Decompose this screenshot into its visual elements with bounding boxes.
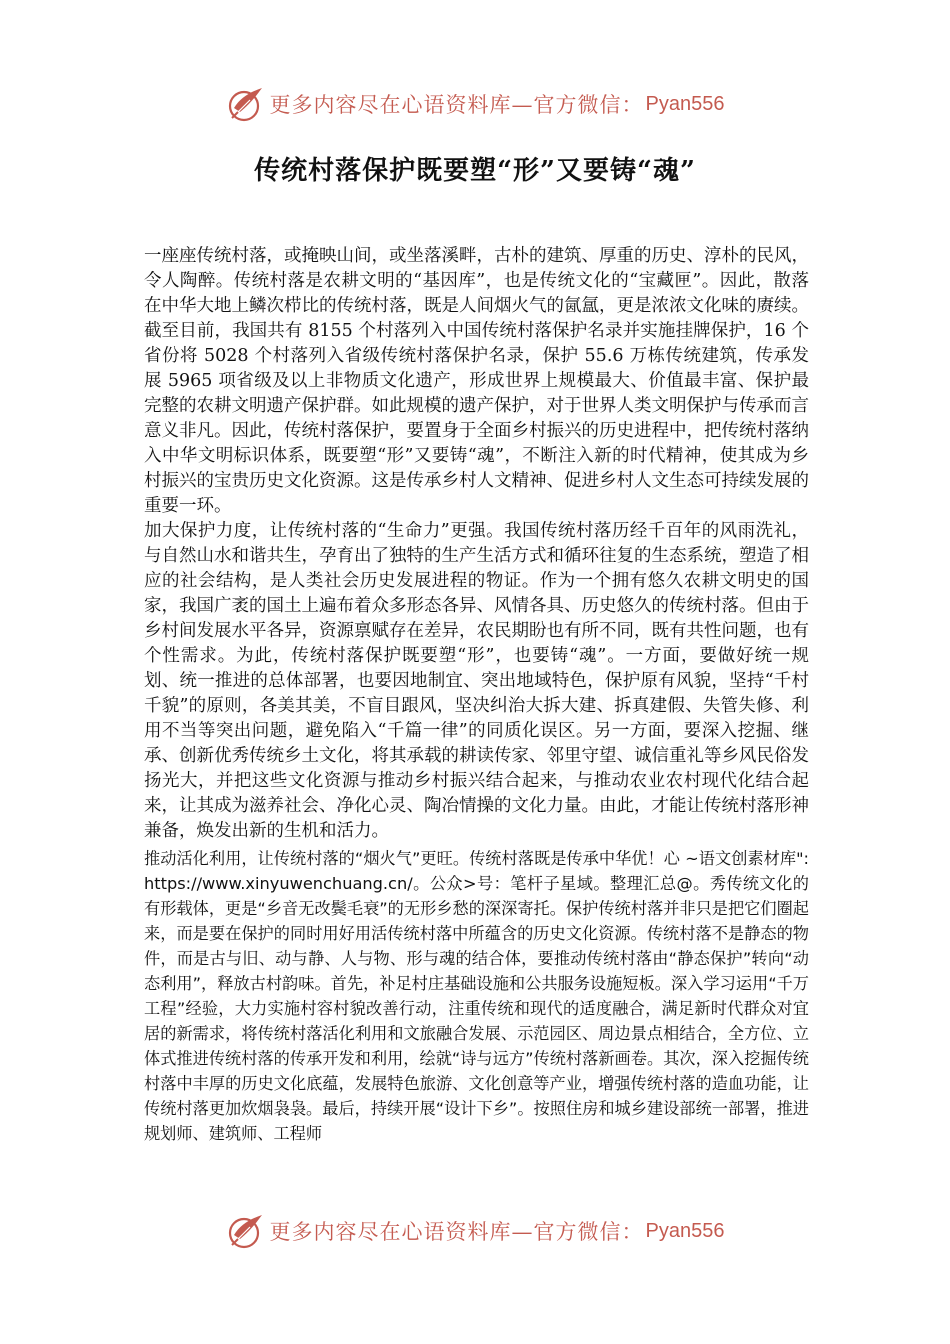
banner-text: 更多内容尽在心语资料库—官方微信：: [269, 1220, 644, 1244]
article-body: [144, 244, 809, 1146]
quill-logo-icon: [226, 1211, 266, 1251]
banner-wechat-id: Pyan556: [645, 1219, 725, 1242]
quill-logo-icon: [226, 84, 266, 124]
footer-banner: [0, 1211, 950, 1251]
paragraph-1: 一座座传统村落，或掩映山间，或坐落溪畔，古朴的建筑、厚重的历史、淳朴的民风，令人陶醉。传统村落是农耕文明的“基因库”，也是传统文化的“宝藏匣”。因此，散落在中华大地上鳞次栉比的传统村落，既是人间烟火气的氤氲，更是浓浓文化味的赓续。截至目前，我国共有 8155 个村落列入中国传统村落保护名录并实施挂牌保护，16 个省份将 5028 个村落列入省级传统村落保护名录，保护 55.6 万栋传统建筑，传承发展 5965 项省级及以上非物质文化遗产，形成世界上规模最大、价值最丰富、保护最完整的农耕文明遗产保护群。如此规模的遗产保护，对于世界人类文明保护与传承而言意义非凡。因此，传统村落保护，要置身于全面乡村振兴的历史进程中，把传统村落纳入中华文明标识体系，既要塑“形”又要铸“魂”，不断注入新的时代精神，使其成为乡村振兴的宝贵历史文化资源。这是传承乡村人文精神、促进乡村人文生态可持续发展的重要一环。: [144, 246, 809, 516]
paragraph-2: 加大保护力度，让传统村落的“生命力”更强。我国传统村落历经千百年的风雨洗礼，与自然山水和谐共生，孕育出了独特的生产生活方式和循环往复的生态系统，塑造了相应的社会结构，是人类社会历史发展进程的物证。作为一个拥有悠久农耕文明史的国家，我国广袤的国土上遍布着众多形态各异、风情各具、历史悠久的传统村落。但由于乡村间发展水平各异，资源禀赋存在差异，农民期盼也有所不同，既有共性问题，也有个性需求。为此，传统村落保护既要塑“形”，也要铸“魂”。一方面，要做好统一规划、统一推进的总体部署，也要因地制宜、突出地域特色，保护原有风貌，坚持“千村千貌”的原则，各美其美，不盲目跟风，坚决纠治大拆大建、拆真建假、失管失修、利用不当等突出问题，避免陷入“千篇一律”的同质化误区。另一方面，要深入挖掘、继承、创新优秀传统乡土文化，将其承载的耕读传家、邻里守望、诚信重礼等乡风民俗发扬光大，并把这些文化资源与推动乡村振兴结合起来，与推动农业农村现代化结合起来，让其成为滋养社会、净化心灵、陶冶情操的文化力量。由此，才能让传统村落形神兼备，焕发出新的生机和活力。: [144, 521, 809, 841]
paragraph-3: 推动活化利用，让传统村落的“烟火气”更旺。传统村落既是传承中华优！心 ~语文创素材库": https://www.xinyuwenchuang.cn/。公众>号：笔杆子星域。整理汇总@。秀传统文化的有形载体，更是“乡音无改鬓毛衰”的无形乡愁的深深寄托。保护传统村落并非只是把它们圈起来，而是要在保护的同时用好用活传统村落中所蕴含的历史文化资源。传统村落不是静态的物件，而是古与旧、动与静、人与物、形与魂的结合体，要推动传统村落由“静态保护”转向“动态利用”，释放古村韵味。首先，补足村庄基础设施和公共服务设施短板。深入学习运用“千万工程”经验，大力实施村容村貌改善行动，注重传统和现代的适度融合，满足新时代群众对宜居的新需求，将传统村落活化利用和文旅融合发展、示范园区、周边景点相结合，全方位、立体式推进传统村落的传承开发和利用，绘就“诗与远方”传统村落新画卷。其次，深入挖掘传统村落中丰厚的历史文化底蕴，发展特色旅游、文化创意等产业，增强传统村落的造血功能，让传统村落更加炊烟袅袅。最后，持续开展“设计下乡”。按照住房和城乡建设部统一部署，推进规划师、建筑师、工程师: [144, 849, 809, 1143]
header-banner: [0, 84, 950, 124]
banner-wechat-id: Pyan556: [645, 92, 725, 115]
article-title: 传统村落保护既要塑“形”又要铸“魂”: [254, 156, 696, 186]
banner-text: 更多内容尽在心语资料库—官方微信：: [269, 93, 644, 117]
